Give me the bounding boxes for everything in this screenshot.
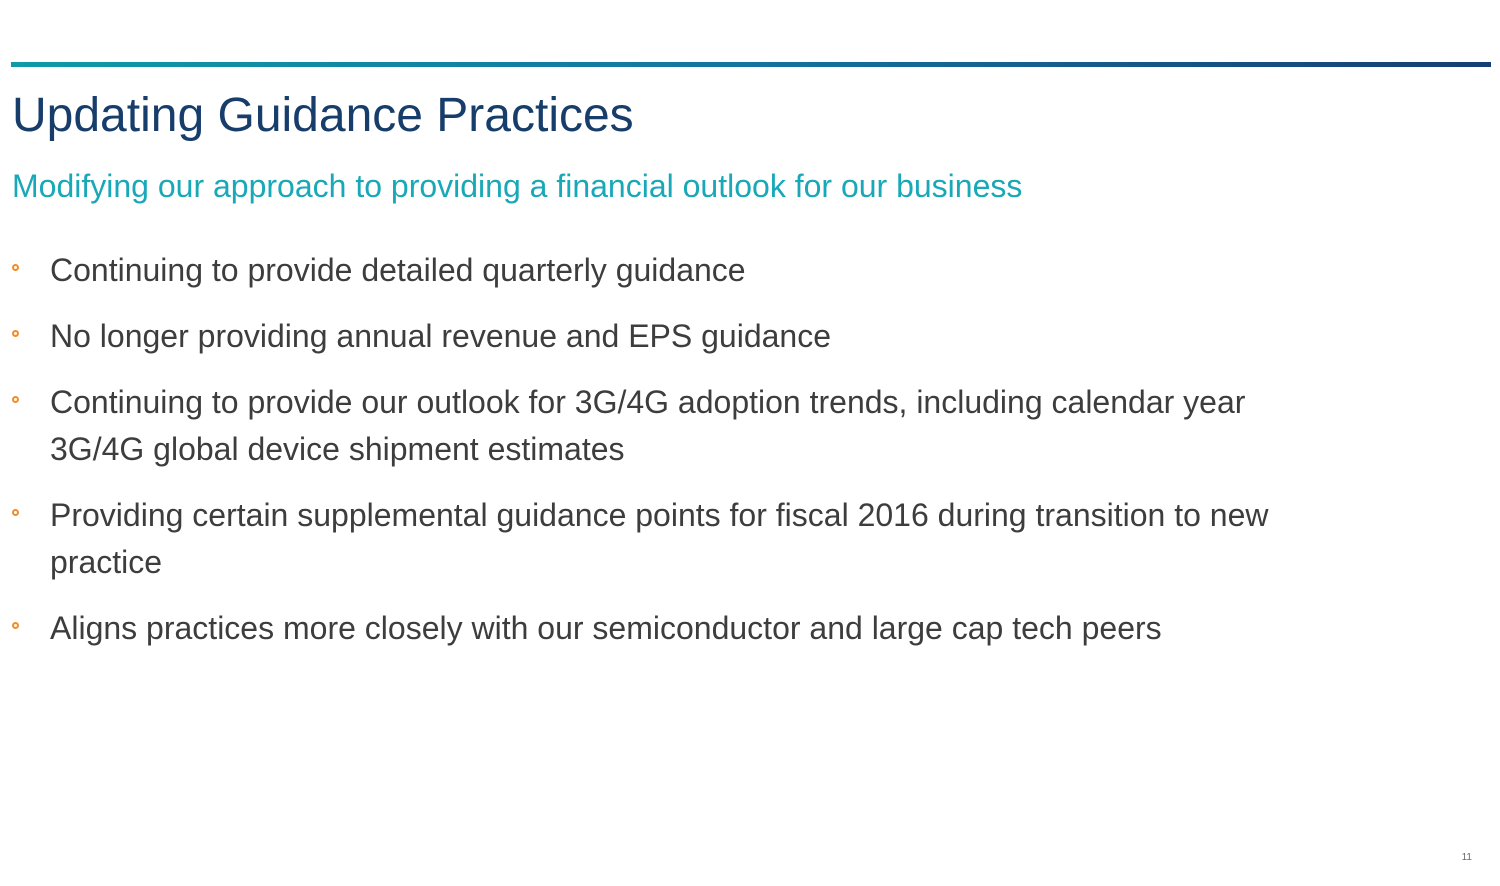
bullet-item	[0, 247, 1340, 294]
bullet-item	[0, 605, 1340, 652]
bullet-text: No longer providing annual revenue and EPS guidance	[50, 318, 831, 354]
page-number: 11	[1461, 852, 1472, 863]
bullet-text: Aligns practices more closely with our semiconductor and large cap tech peers	[50, 610, 1162, 646]
bullet-circle-icon	[12, 622, 19, 629]
bullet-circle-icon	[12, 330, 19, 337]
bullet-circle-icon	[12, 264, 19, 271]
bullet-text: Continuing to provide our outlook for 3G/4G adoption trends, including calendar year 3G/4G global device shipment estimates	[50, 384, 1246, 467]
bullet-text: Continuing to provide detailed quarterly guidance	[50, 252, 746, 288]
bullet-list	[0, 247, 1340, 671]
bullet-circle-icon	[12, 509, 19, 516]
bullet-item	[0, 492, 1340, 586]
header-accent-rule	[11, 62, 1491, 67]
bullet-text: Providing certain supplemental guidance points for fiscal 2016 during transition to new practice	[50, 497, 1269, 580]
bullet-item	[0, 313, 1340, 360]
slide-subtitle: Modifying our approach to providing a financial outlook for our business	[12, 168, 1023, 204]
bullet-circle-icon	[12, 396, 19, 403]
slide-title: Updating Guidance Practices	[12, 89, 634, 142]
bullet-item	[0, 379, 1340, 473]
